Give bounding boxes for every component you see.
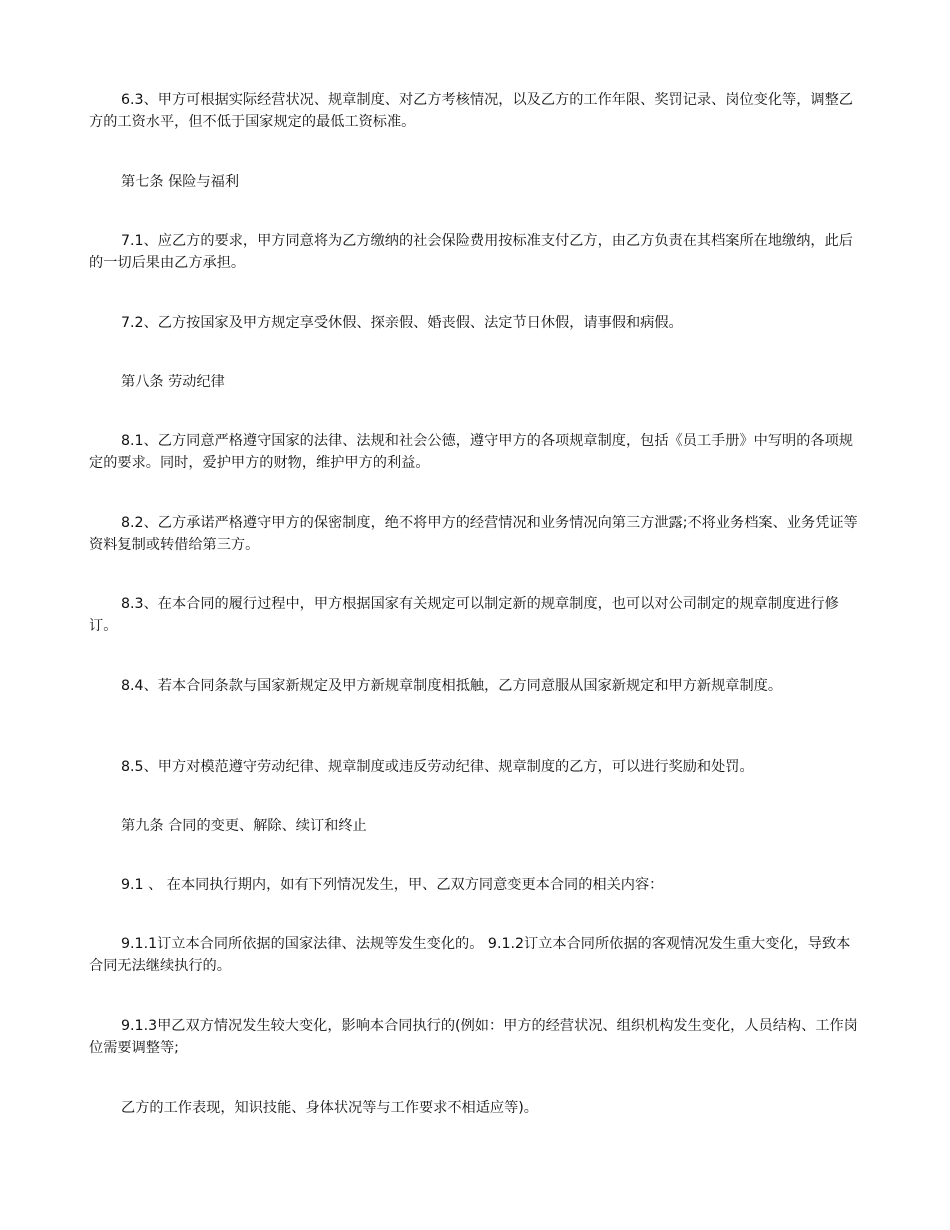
clause-7-2: 7.2、乙方按国家及甲方规定享受休假、探亲假、婚丧假、法定节日休假，请事假和病假。 [121, 315, 683, 331]
clause-8-3: 8.3、在本合同的履行过程中，甲方根据国家有关规定可以制定新的规章制度，也可以对公司制定的规章制度进行修订。 [89, 596, 839, 634]
clause-7-1: 7.1、应乙方的要求，甲方同意将为乙方缴纳的社会保险费用按标准支付乙方，由乙方负责在其档案所在地缴纳，此后的一切后果由乙方承担。 [89, 233, 853, 271]
clause-6-3: 6.3、甲方可根据实际经营状况、规章制度、对乙方考核情况，以及乙方的工作年限、奖罚记录、岗位变化等，调整乙方的工资水平，但不低于国家规定的最低工资标准。 [89, 92, 853, 130]
article-8-heading: 第八条 劳动纪律 [121, 374, 225, 390]
clause-9-1-3-continued: 乙方的工作表现，知识技能、身体状况等与工作要求不相适应等)。 [121, 1100, 538, 1116]
clause-8-4: 8.4、若本合同条款与国家新规定及甲方新规章制度相抵触，乙方同意服从国家新规定和甲方新规章制度。 [121, 678, 783, 694]
article-9-heading: 第九条 合同的变更、解除、续订和终止 [121, 818, 367, 834]
clause-8-2: 8.2、乙方承诺严格遵守甲方的保密制度，绝不将甲方的经营情况和业务情况向第三方泄露;不将业务档案、业务凭证等资料复制或转借给第三方。 [89, 515, 858, 553]
clause-9-1-1-and-9-1-2: 9.1.1订立本合同所依据的国家法律、法规等发生变化的。 9.1.2订立本合同所依据的客观情况发生重大变化，导致本合同无法继续执行的。 [89, 936, 851, 974]
clause-9-1: 9.1 、 在本同执行期内，如有下列情况发生，甲、乙双方同意变更本合同的相关内容： [121, 877, 664, 893]
article-7-heading: 第七条 保险与福利 [121, 174, 240, 190]
clause-8-5: 8.5、甲方对模范遵守劳动纪律、规章制度或违反劳动纪律、规章制度的乙方，可以进行奖励和处罚。 [121, 759, 754, 775]
clause-8-1: 8.1、乙方同意严格遵守国家的法律、法规和社会公德，遵守甲方的各项规章制度，包括《员工手册》中写明的各项规定的要求。同时，爱护甲方的财物，维护甲方的利益。 [89, 433, 853, 471]
clause-9-1-3: 9.1.3甲乙双方情况发生较大变化，影响本合同执行的(例如：甲方的经营状况、组织机构发生变化，人员结构、工作岗位需要调整等; [89, 1018, 858, 1056]
